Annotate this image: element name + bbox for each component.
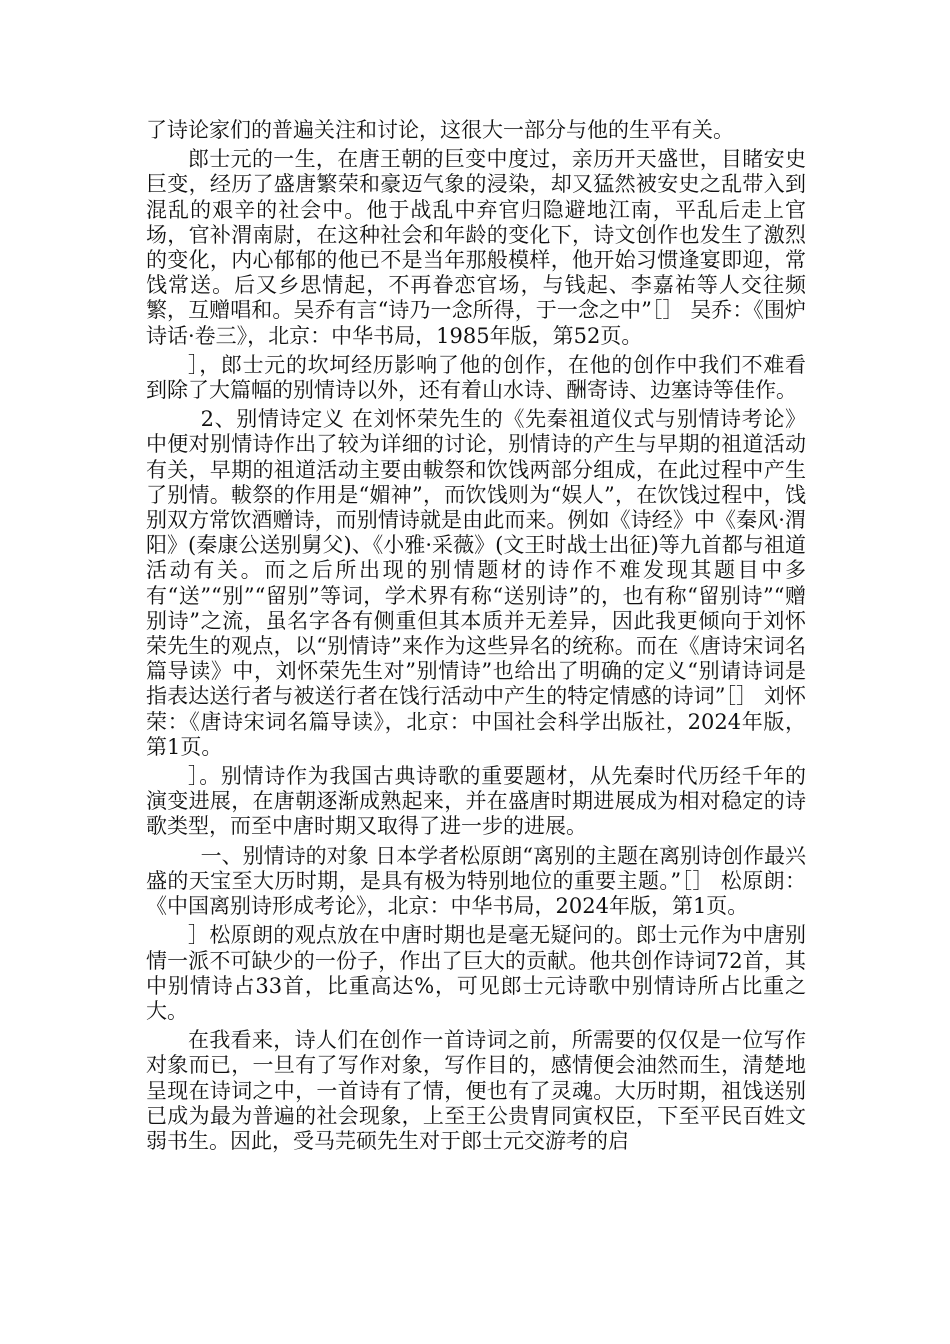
- paragraph-definition: 2、别情诗定义 在刘怀荣先生的《先秦祖道仪式与别情诗考论》中便对别情诗作出了较为详细的讨论，别情诗的产生与早期的祖道活动有关，早期的祖道活动主要由軷祭和饮饯两部分组成，在此过程中产生了别情。軷祭的作用是“媚神”，而饮饯则为“娱人”，在饮饯过程中，饯别双方常饮酒赠诗，而别情诗就是由此而来。例如《诗经》中《秦风·渭阳》(秦康公送别舅父)、《小雅·采薇》(文王时战士出征)等九首都与祖道活动有关。而之后所出现的别情题材的诗作不难发现其题目中多有“送”“别”“留别”等词，学术界有称“送别诗”的，也有称“留别诗”“赠别诗”之流，虽名字各有侧重但其本质并无差异，因此我更倾向于刘怀荣先生的观点，以“别情诗”来作为这些异名的统称。而在《唐诗宋词名篇导读》中，刘怀荣先生对”别情诗”也给出了明确的定义“别请诗词是指表达送行者与被送行者在饯行活动中产生的特定情感的诗词”［］ 刘怀荣：《唐诗宋词名篇导读》，北京：中国社会科学出版社，2024年版，第1页。: [146, 407, 806, 759]
- paragraph-continuation: 了诗论家们的普遍关注和讨论，这很大一部分与他的生平有关。: [146, 118, 734, 142]
- paragraph-section-heading: 一、别情诗的对象 日本学者松原朗“离别的主题在离别诗创作最兴盛的天宝至大历时期，是具有极为特别地位的重要主题。”［］ 松原朗：《中国离别诗形成考论》，北京：中华书局，2024年版，第1页。: [146, 843, 807, 919]
- paragraph-opinion: 在我看来，诗人们在创作一首诗词之前，所需要的仅仅是一位写作对象而已，一旦有了写作对象，写作目的，感情便会油然而生，清楚地呈现在诗词之中，一首诗有了情，便也有了灵魂。大历时期，祖饯送别已成为最为普遍的社会现象，上至王公贵胄同寅权臣，下至平民百姓文弱书生。因此，受马芫硕先生对于郎士元交游考的启: [146, 1028, 806, 1153]
- paragraph-biography: 郎士元的一生，在唐王朝的巨变中度过，亲历开天盛世，目睹安史巨变，经历了盛唐繁荣和豪迈气象的浸染，却又猛然被安史之乱带入到混乱的艰辛的社会中。他于战乱中弃官归隐避地江南，平乱后走上官场，官补渭南尉，在这种社会和年龄的变化下，诗文创作也发生了激烈的变化，内心郁郁的他已不是当年那般模样，他开始习惯逢宴即迎，常饯常送。后又乡思情起，不再眷恋官场，与钱起、李嘉祐等人交往频繁，互赠唱和。吴乔有言“诗乃一念所得，于一念之中”［］ 吴乔：《围炉诗话·卷三》，北京：中华书局，1985年版，第52页。: [146, 147, 806, 348]
- paragraph-development: ］。别情诗作为我国古典诗歌的重要题材，从先秦时代历经千年的演变进展，在唐朝逐渐成熟起来，并在盛唐时期进展成为相对稳定的诗歌类型，而至中唐时期又取得了进一步的进展。: [146, 764, 806, 839]
- document-body: [146, 118, 806, 1158]
- paragraph-footnote-continuation: ］，郎士元的坎坷经历影响了他的创作，在他的创作中我们不难看到除了大篇幅的别情诗以外，还有着山水诗、酬寄诗、边塞诗等佳作。: [146, 352, 806, 403]
- paragraph-statistics: ］松原朗的观点放在中唐时期也是毫无疑问的。郎士元作为中唐别情一派不可缺少的一份子，作出了巨大的贡献。他共创作诗词72首，其中别情诗占33首，比重高达%，可见郎士元诗歌中别情诗所占比重之大。: [146, 923, 806, 1023]
